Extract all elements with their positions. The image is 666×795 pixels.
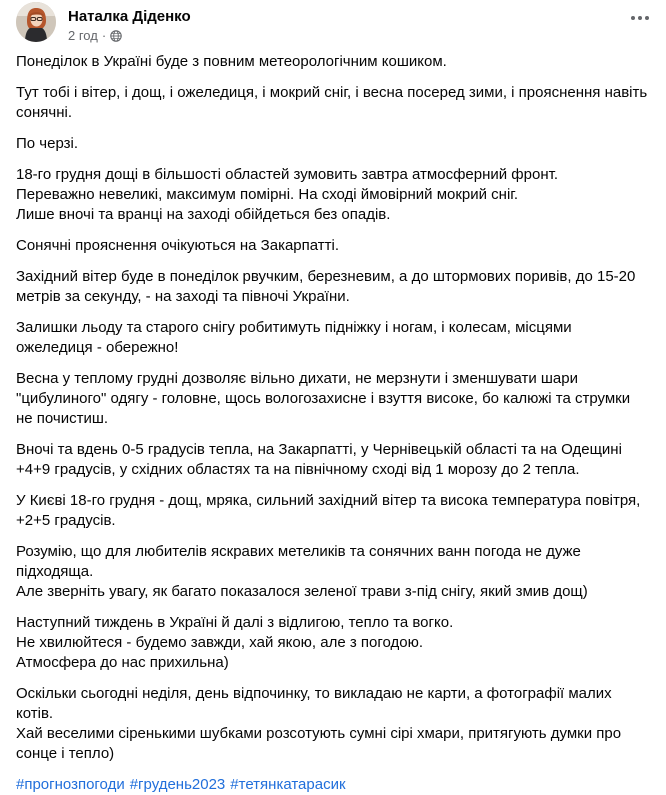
header-text — [68, 2, 191, 44]
globe-icon[interactable] — [110, 30, 122, 42]
post-text — [16, 52, 650, 795]
hashtag-link[interactable]: #тетянкатарасик — [230, 776, 346, 793]
post-paragraph: 18-го грудня дощі в більшості областей зумовить завтра атмосферний фронт. Переважно невеликі, максимум помірні. На сході ймовірний мокрий сніг. Лише вночі та вранці на заході обійдеться без опадів. — [16, 166, 558, 223]
post-header — [16, 0, 650, 52]
post-paragraph: Вночі та вдень 0-5 градусів тепла, на Закарпатті, у Чернівецькій області та на Одещині +4+9 градусів, у східних областях та на північному сході від 1 морозу до 2 тепла. — [16, 441, 622, 478]
post-paragraph: Тут тобі і вітер, і дощ, і ожеледиця, і мокрий сніг, і весна посеред зими, і прояснення навіть сонячні. — [16, 84, 648, 121]
avatar-image — [16, 2, 56, 42]
post-paragraph: По черзі. — [16, 135, 78, 152]
more-horizontal-icon[interactable] — [628, 8, 652, 28]
post-paragraph: Весна у теплому грудні дозволяє вільно дихати, не мерзнути і зменшувати шари "цибулиного" одягу - головне, щось вологозахисне і взуття високе, бо калюжі та струмки не почистиш. — [16, 370, 631, 427]
hashtag-link[interactable]: #грудень2023 — [129, 776, 226, 793]
post-paragraph: Оскільки сьогодні неділя, день відпочинку, то викладаю не карти, а фотографії малих котів. Хай веселими сіренькими шубками розсотують сумні сірі хмари, притягують думки про сонце і тепло) — [16, 685, 622, 762]
post-meta — [68, 28, 191, 44]
post-paragraph: Сонячні прояснення очікуються на Закарпатті. — [16, 237, 340, 254]
post-paragraph: У Києві 18-го грудня - дощ, мряка, сильний західний вітер та висока температура повітря, +2+5 градусів. — [16, 492, 641, 529]
meta-separator: · — [101, 28, 107, 43]
post-paragraph: Розумію, що для любителів яскравих метеликів та сонячних ванн погода не дуже підходяща. Але зверніть увагу, як багато показалося зеленої трави з-під снігу, який змив дощ) — [16, 543, 588, 600]
hashtag-list — [16, 775, 650, 795]
post-paragraph: Західний вітер буде в понеділок рвучким, березневим, а до штормових поривів, до 15-20 метрів за секунду, - на заході та півночі України. — [16, 268, 636, 305]
post-paragraph: Наступний тиждень в Україні й далі з відлигою, тепло та вогко. Не хвилюйтеся - будемо завжди, хай якою, але з погодою. Атмосфера до нас прихильна) — [16, 614, 454, 671]
post-time[interactable]: 2 год — [68, 28, 98, 43]
hashtag-link[interactable]: #прогнозпогоди — [16, 776, 125, 793]
post-paragraph: Понеділок в Україні буде з повним метеорологічним кошиком. — [16, 53, 447, 70]
author-name[interactable]: Наталка Діденко — [68, 8, 191, 25]
post-paragraph: Залишки льоду та старого снігу робитимуть підніжку і ногам, і колесам, місцями ожеледиця - обережно! — [16, 319, 572, 356]
avatar[interactable] — [16, 2, 56, 42]
